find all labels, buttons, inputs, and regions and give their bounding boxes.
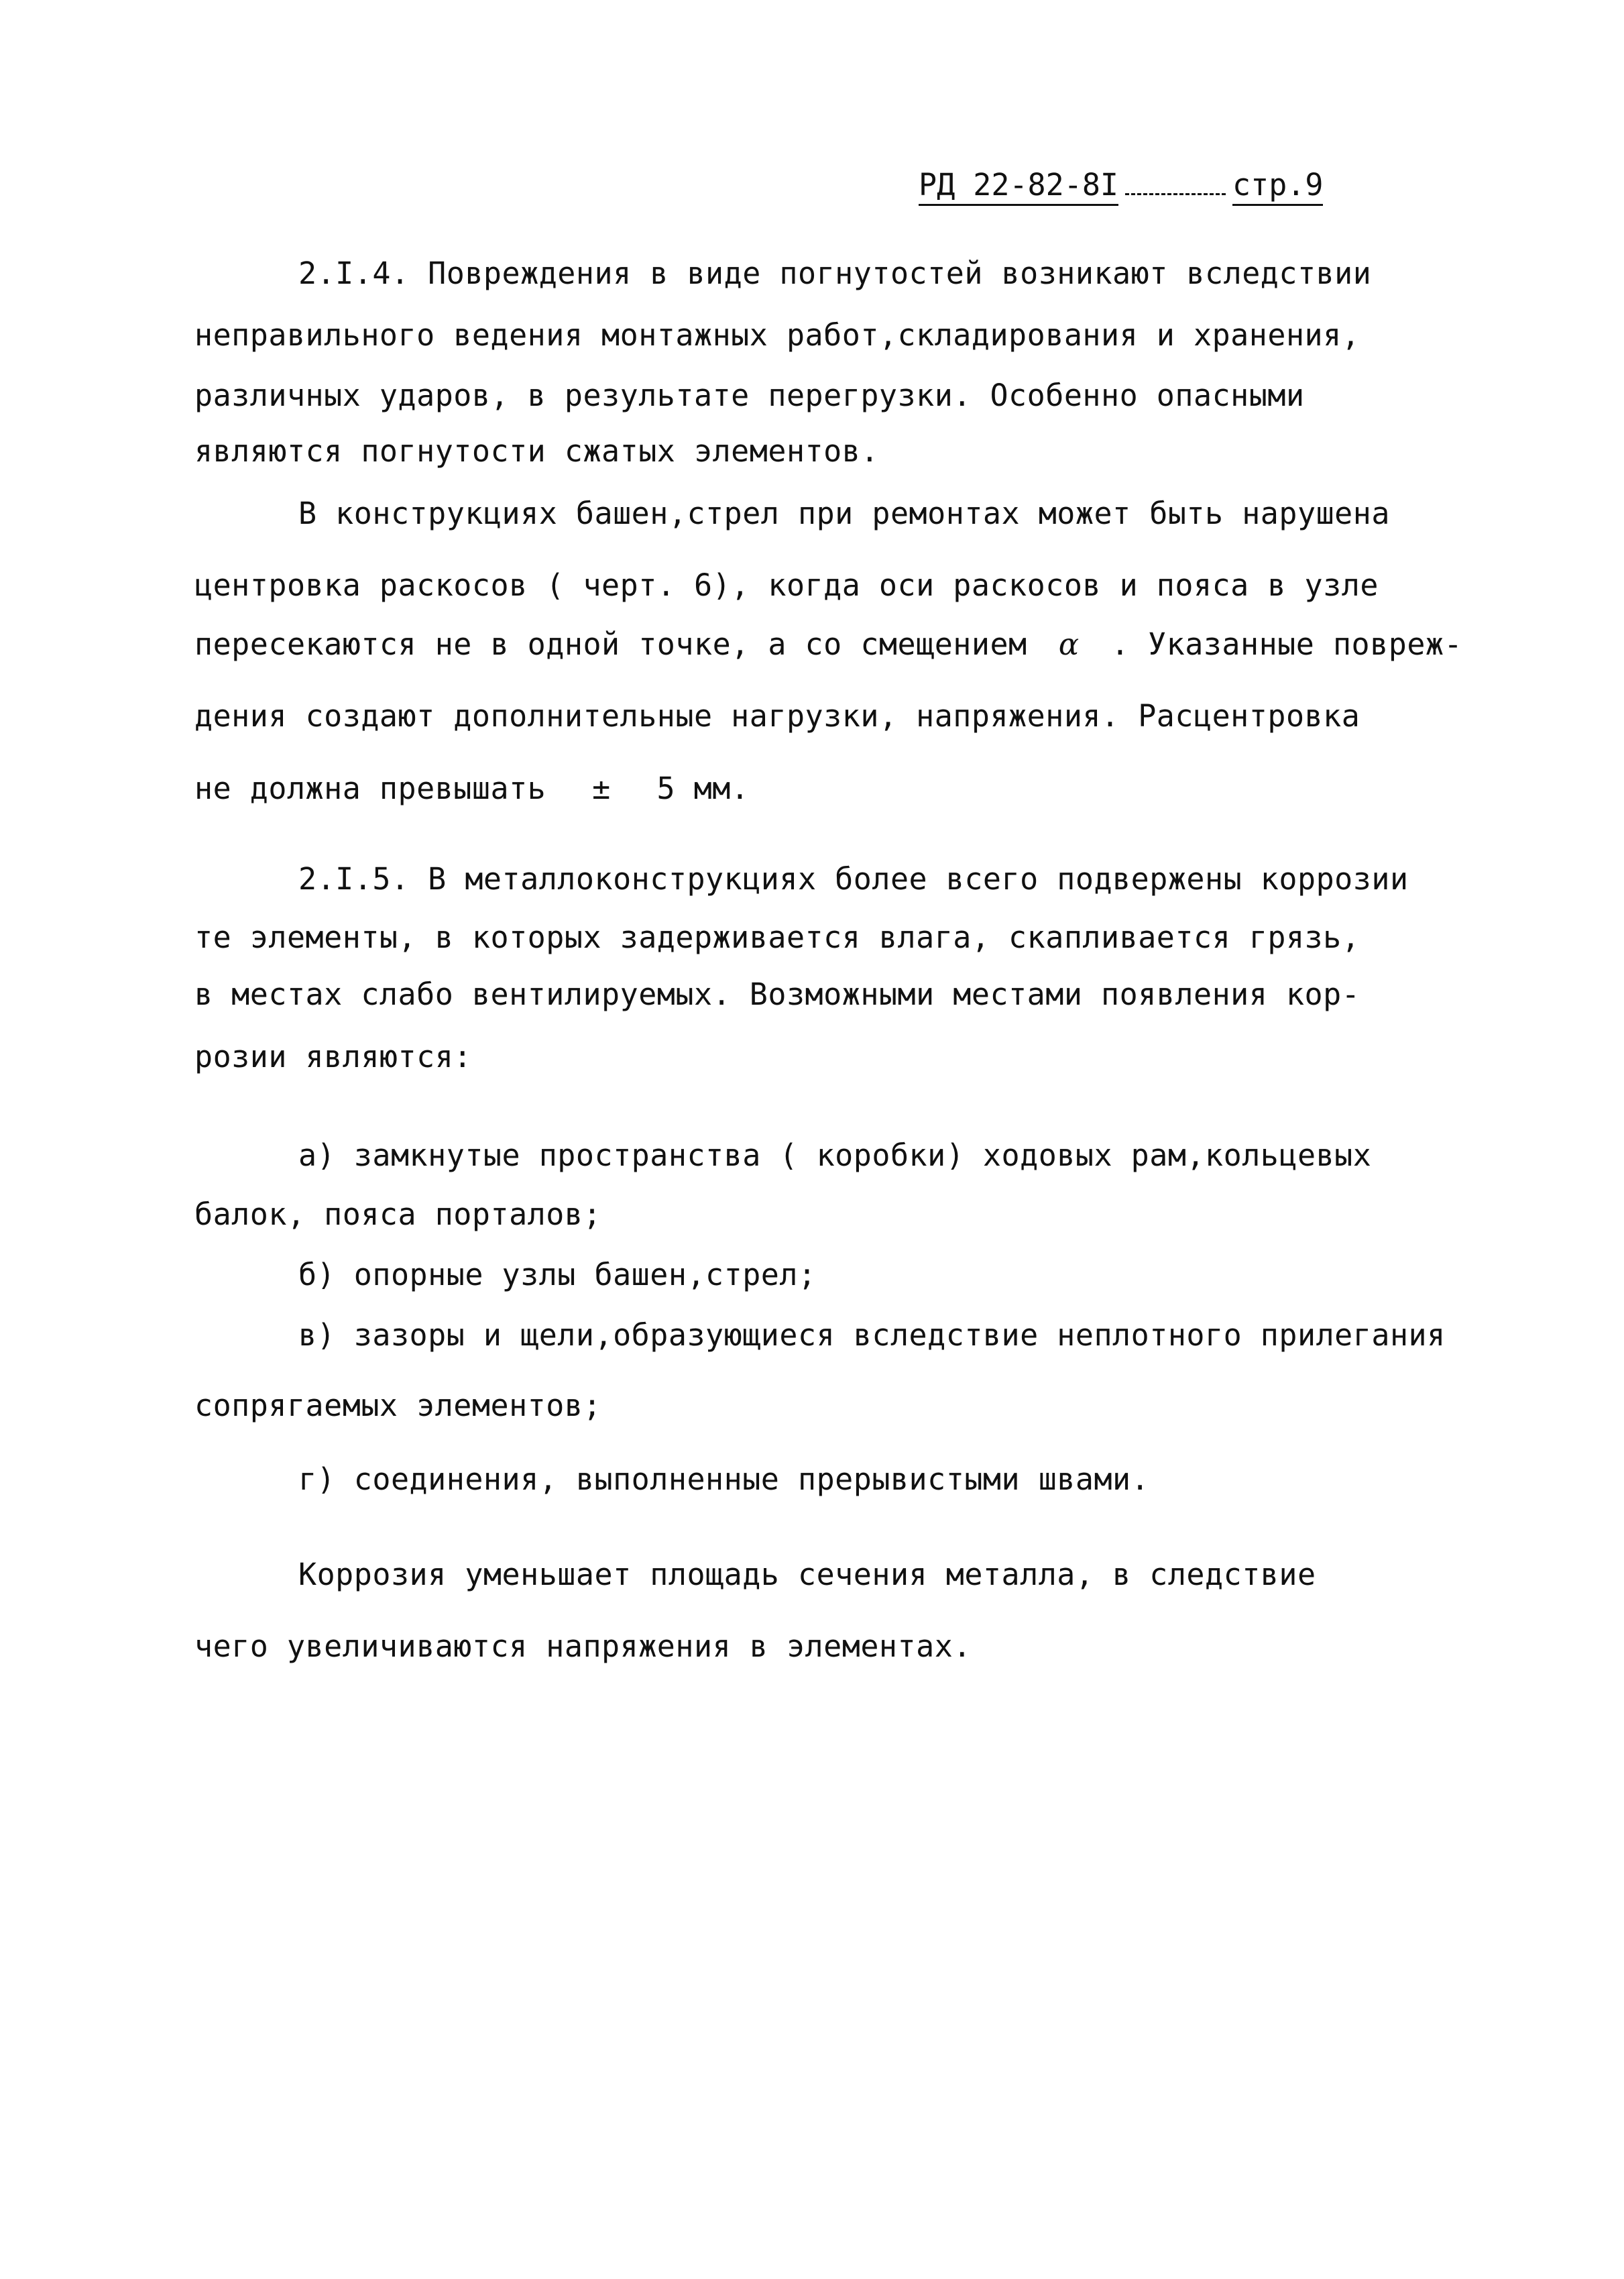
paragraph-2-1-5-line-1: 2.I.5. В металлоконструкциях более всего подвержены коррозии [298, 861, 1409, 897]
paragraph-2-1-4-line-3: различных ударов, в результате перегрузки. Особенно опасными [194, 378, 1305, 413]
list-item-v-line-1: в) зазоры и щели,образующиеся вследствие неплотного прилегания [298, 1317, 1446, 1353]
paragraph-2-1-4-line-4: являются погнутости сжатых элементов. [194, 433, 879, 469]
paragraph-2-1-5-line-2: те элементы, в которых задерживается влага, скапливается грязь, [194, 920, 1360, 955]
document-code: РД 22-82-8I [919, 167, 1118, 206]
header-dash-rule [1125, 192, 1226, 195]
paragraph-2-1-5-line-4: розии являются: [194, 1039, 472, 1074]
damage-text: . Указанные повреж- [1110, 626, 1463, 662]
tolerance-value: 5 мм. [656, 771, 750, 806]
paragraph-centering-line-5 [194, 770, 749, 808]
paragraph-centering-line-3 [194, 626, 1462, 663]
paragraph-centering-line-4: дения создают дополнительные нагрузки, напряжения. Расцентровка [194, 698, 1360, 734]
paragraph-2-1-4-line-1: 2.I.4. Повреждения в виде погнутостей возникают вследствии [298, 256, 1372, 291]
plus-minus-symbol: ± [592, 771, 611, 806]
list-item-a-line-1: а) замкнутые пространства ( коробки) ходовых рам,кольцевых [298, 1137, 1372, 1173]
paragraph-2-1-5-line-3: в местах слабо вентилируемых. Возможными местами появления кор- [194, 977, 1360, 1012]
alpha-symbol: α [1058, 626, 1080, 662]
list-item-b: б) опорные узлы башен,стрел; [298, 1257, 817, 1292]
conclusion-line-2: чего увеличиваются напряжения в элементах. [194, 1628, 972, 1664]
paragraph-centering-line-1: В конструкциях башен,стрел при ремонтах может быть нарушена [298, 496, 1390, 531]
list-item-a-line-2: балок, пояса порталов; [194, 1197, 602, 1232]
page-number: стр.9 [1232, 167, 1323, 206]
tolerance-text: не должна превышать [194, 771, 546, 806]
paragraph-centering-line-2: центровка раскосов ( черт. 6), когда оси раскосов и пояса в узле [194, 567, 1379, 603]
conclusion-line-1: Коррозия уменьшает площадь сечения металла, в следствие [298, 1557, 1316, 1592]
page-header [919, 166, 1323, 204]
offset-text: пересекаются не в одной точке, а со смещением [194, 626, 1027, 662]
list-item-g: г) соединения, выполненные прерывистыми швами. [298, 1461, 1150, 1497]
paragraph-2-1-4-line-2: неправильного ведения монтажных работ,складирования и хранения, [194, 317, 1360, 353]
list-item-v-line-2: сопрягаемых элементов; [194, 1388, 602, 1423]
